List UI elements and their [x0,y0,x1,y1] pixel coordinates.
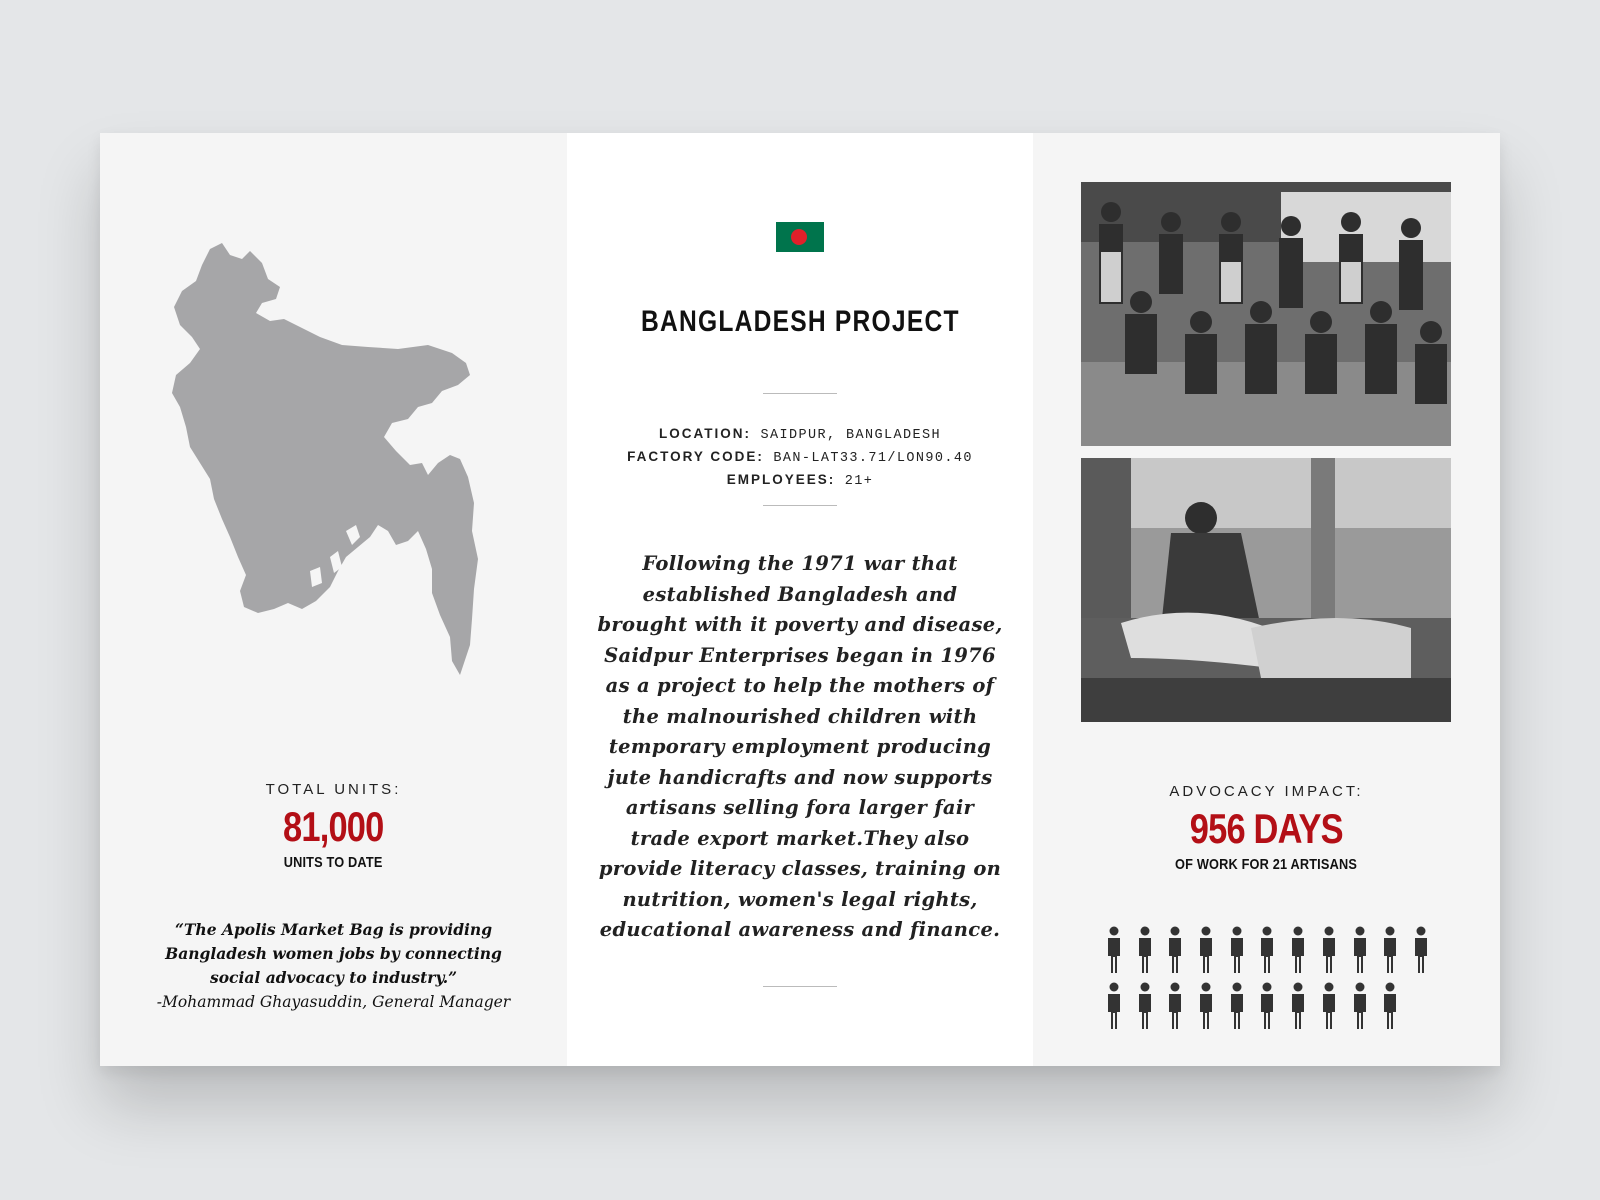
person-icon [1413,926,1429,974]
divider [763,986,837,987]
meta-location: LOCATION: SAIDPUR, BANGLADESH [658,426,942,443]
artisan-icons [1106,926,1426,1030]
divider [763,505,837,506]
person-icon [1198,982,1214,1030]
sewing-photo [1081,458,1451,722]
total-units-label: TOTAL UNITS: [265,781,402,798]
person-icon [1198,926,1214,974]
advocacy-label: ADVOCACY IMPACT: [1169,783,1364,800]
project-story: Following the 1971 war that established Bangladesh and brought with it poverty and disease, Saidpur Enterprises began in 1976 as a project to help the mothers of the malnourished children with temporary employment producing jute handicrafts and now supports artisans selling fora larger fair trade export market.They also provide literacy classes, training on nutrition, women's legal rights, educational awareness and finance. [597,552,1003,941]
advocacy-value: 956 DAYS [1189,805,1343,852]
manager-quote [140,918,527,1014]
person-icon [1352,982,1368,1030]
divider [763,393,837,394]
person-icon [1229,926,1245,974]
person-icon [1167,926,1183,974]
total-units-stat [100,781,567,872]
right-panel [1033,133,1500,1066]
person-icon [1290,926,1306,974]
advocacy-sub: OF WORK FOR 21 ARTISANS [1175,856,1358,873]
person-icon [1259,982,1275,1030]
person-icon [1137,982,1153,1030]
quote-text: “The Apolis Market Bag is providing Bangladesh women jobs by connecting social advocacy to industry.” [165,920,502,987]
person-icon [1352,926,1368,974]
left-panel [100,133,567,1066]
person-icon [1167,982,1183,1030]
meta-factory-code: FACTORY CODE: BAN-LAT33.71/LON90.40 [627,449,973,466]
total-units-sub: UNITS TO DATE [284,854,383,871]
meta-employees: EMPLOYEES: 21+ [726,472,874,489]
quote-attribution: -Mohammad Ghayasuddin, General Manager [156,993,511,1011]
person-icon [1382,926,1398,974]
advocacy-stat [1033,783,1500,874]
person-icon [1106,926,1122,974]
project-card [100,133,1500,1066]
person-icon [1106,982,1122,1030]
group-photo [1081,182,1451,446]
person-icon [1321,926,1337,974]
person-icon [1229,982,1245,1030]
person-icon [1321,982,1337,1030]
person-icon [1290,982,1306,1030]
middle-panel [567,133,1033,1066]
person-icon [1137,926,1153,974]
bangladesh-map [170,241,490,676]
project-meta [567,423,1033,492]
person-icon [1259,926,1275,974]
total-units-value: 81,000 [283,803,384,850]
page-title: BANGLADESH PROJECT [640,305,960,338]
person-icon [1382,982,1398,1030]
bangladesh-flag-icon [776,222,824,252]
